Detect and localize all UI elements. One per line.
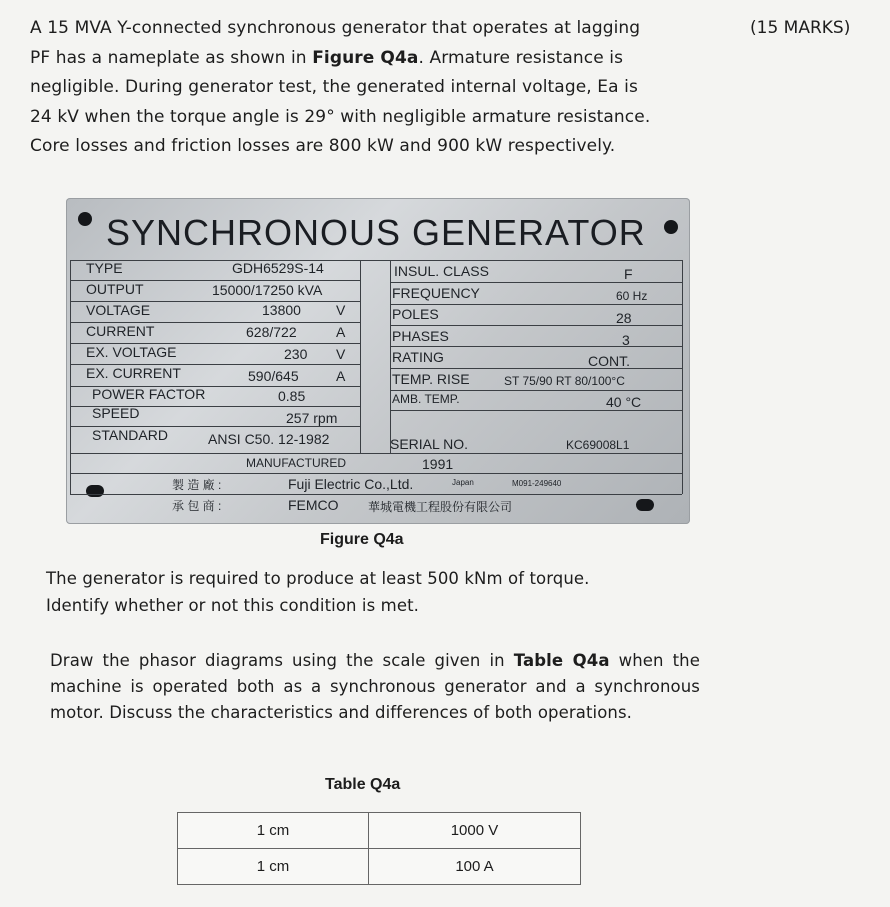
plate-amb-temp-label: AMB. TEMP. [392, 392, 460, 406]
plate-serial-label: SERIAL NO. [390, 436, 469, 452]
plate-phases-value: 3 [622, 332, 630, 348]
plate-poles-label: POLES [392, 306, 439, 322]
plate-maker-country: Japan [452, 478, 474, 487]
table-row [178, 813, 581, 849]
phasor-question [50, 648, 700, 726]
plate-voltage-unit: V [336, 302, 346, 318]
plate-manufactured-label: MANUFACTURED [246, 456, 347, 470]
plate-current-unit: A [336, 324, 346, 340]
plate-ex-voltage-value: 230 [284, 346, 308, 362]
plate-ex-voltage-label: EX. VOLTAGE [86, 344, 177, 360]
plate-maker-code: M091-249640 [512, 479, 562, 488]
scale-table [177, 812, 581, 885]
marks-label: (15 MARKS) [750, 18, 851, 38]
intro-line-4: 24 kV when the torque angle is 29° with negligible armature resistance. [30, 106, 651, 127]
plate-ex-current-label: EX. CURRENT [86, 365, 181, 381]
plate-type-label: TYPE [86, 260, 123, 276]
plate-frequency-value: 60 Hz [616, 289, 648, 303]
plate-maker: Fuji Electric Co.,Ltd. [288, 476, 414, 492]
plate-voltage-label: VOLTAGE [86, 302, 151, 318]
phasor-text: Draw the phasor diagrams using the scale given in [50, 651, 514, 670]
table-row [178, 849, 581, 885]
question-intro [30, 14, 730, 162]
plate-output-value: 15000/17250 kVA [212, 282, 323, 298]
plate-pf-label: POWER FACTOR [92, 386, 206, 402]
plate-temp-rise-value: ST 75/90 RT 80/100°C [504, 374, 625, 388]
torque-line-1: The generator is required to produce at least 500 kNm of torque. [46, 569, 590, 588]
intro-line-3: negligible. During generator test, the generated internal voltage, Ea is [30, 77, 638, 97]
phasor-text: when the machine is operated both as a synchronous generator and a synchronous motor. Discuss the characteristics and differences of both operations. [50, 651, 700, 722]
plate-serial-value: KC69008L1 [566, 438, 630, 452]
plate-ex-current-value: 590/645 [248, 368, 299, 384]
plate-speed-label: SPEED [92, 405, 140, 421]
rivet-icon [86, 485, 104, 497]
intro-text: . Armature resistance is [418, 47, 624, 68]
plate-insul-value: F [624, 266, 633, 282]
plate-pf-value: 0.85 [278, 388, 306, 404]
torque-line-2: Identify whether or not this condition is met. [46, 596, 419, 615]
plate-phases-label: PHASES [392, 328, 449, 344]
torque-question [46, 565, 706, 619]
intro-text: PF has a nameplate as shown in [30, 47, 313, 68]
plate-rating-label: RATING [392, 349, 444, 365]
plate-standard-value: ANSI C50. 12-1982 [208, 431, 330, 447]
nameplate-title: SYNCHRONOUS GENERATOR [106, 212, 646, 253]
plate-agent-cn-name: 華城電機工程股份有限公司 [368, 500, 513, 514]
table-reference: Table Q4a [513, 651, 610, 670]
intro-line-1: A 15 MVA Y-connected synchronous generator that operates at lagging [30, 18, 641, 38]
intro-line-2 [30, 44, 730, 74]
value-cell: 1000 V [369, 813, 581, 849]
rivet-icon [636, 499, 654, 511]
figure-reference: Figure Q4a [312, 47, 419, 68]
value-cell: 100 A [369, 849, 581, 885]
plate-insul-label: INSUL. CLASS [394, 263, 489, 279]
nameplate-photo [66, 198, 690, 524]
plate-frequency-label: FREQUENCY [392, 285, 480, 301]
table-caption: Table Q4a [325, 776, 401, 793]
plate-current-value: 628/722 [246, 324, 297, 340]
intro-line-5: Core losses and friction losses are 800 kW and 900 kW respectively. [30, 136, 616, 156]
plate-temp-rise-label: TEMP. RISE [392, 371, 470, 387]
plate-current-label: CURRENT [86, 323, 155, 339]
scale-cell: 1 cm [178, 849, 369, 885]
plate-standard-label: STANDARD [92, 427, 168, 443]
plate-agent: FEMCO [288, 497, 339, 513]
plate-amb-temp-value: 40 °C [606, 394, 642, 410]
plate-voltage-value: 13800 [262, 302, 301, 318]
scale-cell: 1 cm [178, 813, 369, 849]
plate-manufactured-year: 1991 [422, 456, 454, 472]
plate-rating-value: CONT. [588, 353, 630, 369]
plate-speed-value: 257 rpm [286, 410, 338, 426]
rivet-icon [664, 220, 678, 234]
plate-agent-cn: 承 包 商 : [172, 499, 222, 513]
plate-output-label: OUTPUT [86, 281, 144, 297]
plate-poles-value: 28 [616, 310, 632, 326]
rivet-icon [78, 212, 92, 226]
plate-type-value: GDH6529S-14 [232, 260, 324, 276]
figure-caption: Figure Q4a [320, 531, 404, 548]
plate-ex-voltage-unit: V [336, 346, 346, 362]
plate-maker-cn: 製 造 廠 : [172, 478, 222, 492]
plate-ex-current-unit: A [336, 368, 346, 384]
